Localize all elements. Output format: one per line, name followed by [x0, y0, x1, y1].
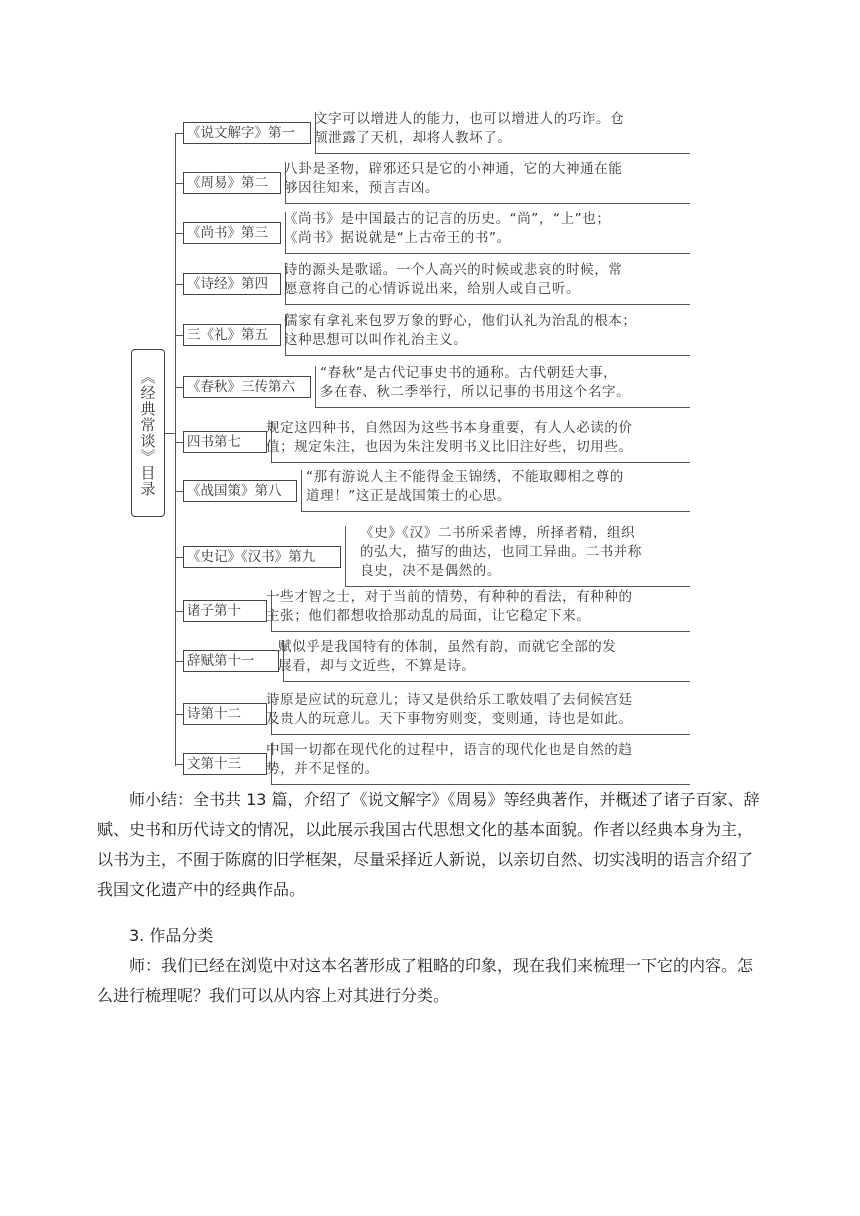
chapter-description [306, 468, 624, 506]
branch-underline [271, 462, 690, 463]
description-line: 主张；他们都想收拾那动乱的局面，让它稳定下来。 [266, 608, 591, 624]
description-line: 《史》《汉》二书所采者博，所择者精，组织 [360, 525, 636, 541]
chapter-description [320, 364, 630, 402]
branch-underline [285, 203, 690, 204]
description-line: “春秋”是古代记事史书的通称。古代朝廷大事， [320, 365, 618, 381]
description-line: 诗原是应试的玩意儿；诗又是供给乐工歌妓唱了去伺候宫廷 [266, 692, 633, 708]
description-line: 文字可以增进人的能力，也可以增进人的巧诈。仓 [314, 111, 625, 127]
branch-underline [345, 586, 690, 587]
chapter-node: 四书第七 [183, 431, 267, 453]
chapter-description [266, 588, 633, 626]
root-title: 《经典常谈》目录 [138, 369, 157, 497]
teacher-remark: 师：我们已经在浏览中对这本名著形成了粗略的印象，现在我们来梳理一下它的内容。怎么进行梳理呢？我们可以从内容上对其进行分类。 [97, 956, 754, 1005]
chapter-description [314, 110, 624, 148]
branch-elbow [175, 442, 183, 443]
chapter-description [360, 524, 642, 581]
branch-elbow [175, 284, 183, 285]
chapter-description [284, 210, 610, 248]
branch-underline [271, 631, 690, 632]
root-title-box [131, 349, 165, 517]
branch-elbow [175, 335, 183, 336]
branch-elbow [175, 611, 183, 612]
description-line: 规定这四种书，自然因为这些书本身重要，有人人必读的价 [266, 420, 633, 436]
branch-elbow [175, 714, 183, 715]
description-line: 愿意将自己的心情诉说出来，给别人或自己听。 [284, 281, 581, 297]
description-line: 中国一切都在现代化的过程中，语言的现代化也是自然的趋 [266, 742, 633, 758]
chapter-description [266, 419, 633, 457]
description-line: 颉泄露了天机，却将人教坏了。 [314, 130, 512, 146]
root-connector [165, 433, 175, 434]
branch-underline [285, 355, 690, 356]
description-line: 诗的源头是歌谣。一个人高兴的时候或悲哀的时候，常 [284, 262, 623, 278]
description-line: 《尚书》据说就是“上古帝王的书”。 [284, 230, 511, 246]
chapter-node: 《说文解字》第一 [183, 122, 311, 144]
branch-underline [285, 253, 690, 254]
chapter-node: 《战国策》第八 [183, 480, 297, 502]
description-line: 八卦是圣物，辟邪还只是它的小神通，它的大神通在能 [284, 161, 623, 177]
description-line: 一些才智之士，对于当前的情势，有种种的看法，有种种的 [266, 589, 633, 605]
description-line: 道理！”这正是战国策士的心思。 [306, 488, 511, 504]
chapter-node: 《春秋》三传第六 [183, 376, 311, 398]
chapter-node: 文第十三 [183, 753, 267, 775]
description-line: 够因往知来，预言吉凶。 [284, 180, 440, 196]
chapter-node: 《史记》《汉书》第九 [183, 546, 341, 568]
branch-elbow [175, 183, 183, 184]
description-line: 及贵人的玩意儿。天下事物穷则变，变则通，诗也是如此。 [266, 711, 633, 727]
chapter-description [284, 312, 637, 350]
description-line: 势，并不足怪的。 [266, 761, 379, 777]
branch-connector [345, 526, 346, 587]
description-line: 这种思想可以叫作礼治主义。 [284, 332, 468, 348]
description-line: 《尚书》是中国最古的记言的历史。“尚”，“上”也； [284, 211, 611, 227]
chapter-node: 《尚书》第三 [183, 222, 281, 244]
branch-elbow [175, 764, 183, 765]
chapter-node: 辞赋第十一 [183, 650, 279, 672]
description-line: 赋似乎是我国特有的体制，虽然有韵，而就它全部的发 [278, 639, 617, 655]
description-line: 展看，却与文近些，不算是诗。 [278, 658, 476, 674]
branch-underline [315, 153, 690, 154]
teacher-summary: 师小结：全书共 13 篇，介绍了《说文解字》《周易》等经典著作，并概述了诸子百家、辞赋、史书和历代诗文的情况，以此展示我国古代思想文化的基本面貌。作者以经典本身为主，以书为主，不囿于陈腐的旧学框架，尽量采择近人新说，以亲切自然、切实浅明的语言介绍了我国文化遗产中的经典作品。 [97, 790, 760, 899]
chapter-description [266, 741, 633, 779]
branch-elbow [175, 133, 183, 134]
chapter-node: 三《礼》第五 [183, 324, 281, 346]
branch-elbow [175, 387, 183, 388]
branch-underline [285, 304, 690, 305]
branch-elbow [175, 557, 183, 558]
chapter-node: 诗第十二 [183, 703, 267, 725]
tree-trunk [175, 133, 176, 766]
branch-underline [301, 511, 690, 512]
branch-underline [315, 407, 690, 408]
branch-underline [283, 681, 690, 682]
branch-underline [271, 734, 690, 735]
chapter-node: 《诗经》第四 [183, 273, 281, 295]
chapter-node: 诸子第十 [183, 600, 267, 622]
branch-connector [301, 470, 302, 512]
description-line: “那有游说人主不能得金玉锦绣，不能取卿相之尊的 [306, 469, 624, 485]
description-line: 良史，决不是偶然的。 [360, 563, 501, 579]
description-line: 儒家有拿礼来包罗万象的野心，他们认礼为治乱的根本； [284, 313, 637, 329]
description-line: 值；规定朱注，也因为朱注发明书义比旧注好些，切用些。 [266, 439, 633, 455]
chapter-description [266, 691, 633, 729]
branch-elbow [175, 491, 183, 492]
section-heading: 3. 作品分类 [129, 926, 214, 945]
description-line: 多在春、秋二季举行，所以记事的书用这个名字。 [320, 384, 631, 400]
chapter-description [278, 638, 616, 676]
chapter-description [284, 261, 622, 299]
branch-elbow [175, 233, 183, 234]
chapter-node: 《周易》第二 [183, 172, 281, 194]
description-line: 的弘大，描写的曲达，也同工异曲。二书并称 [360, 544, 642, 560]
branch-elbow [175, 661, 183, 662]
chapter-description [284, 160, 622, 198]
branch-connector [315, 366, 316, 408]
